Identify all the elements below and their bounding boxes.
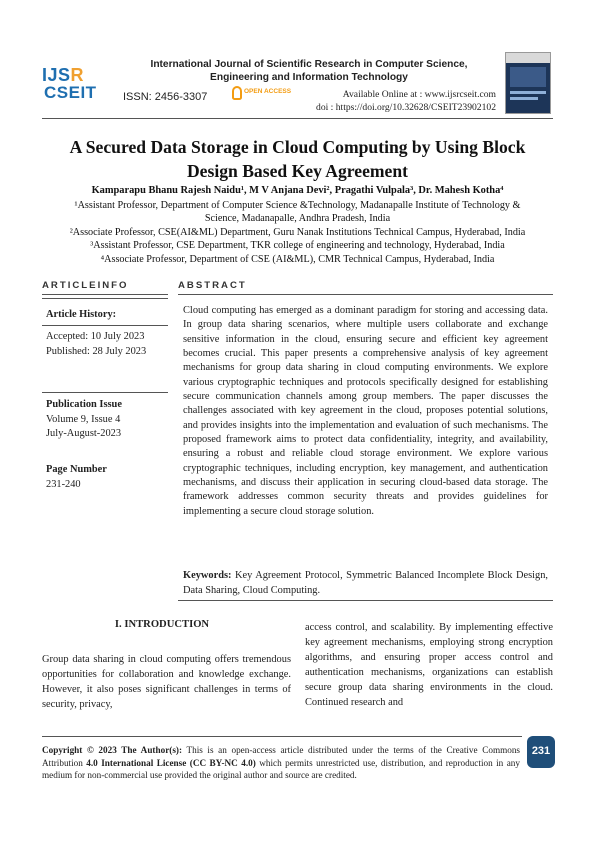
article-info-rule-2	[42, 298, 168, 299]
issue-rule	[42, 392, 168, 393]
logo-text-cseit: CSEIT	[44, 83, 97, 102]
article-info-heading: ARTICLEINFO	[42, 280, 129, 291]
volume: Volume 9, Issue 4	[46, 413, 121, 425]
abstract-text: Cloud computing has emerged as a dominant paradigm for storing and accessing data. In group data sharing scenarios, where multiple users collaborate and exchange sensitive information in the cloud, ensuring secure and efficient key agreement becomes crucial. This paper presents a comprehensive analysis of key agreement mechanisms for group data sharing in cloud computing environments. We explore various cryptographic techniques and protocols specifically designed for establishing secure communication channels among group members. The paper discusses the challenges associated with key agreement in the cloud, proposes potential solutions, and provides insights into the implementation and evaluation of such mechanisms. The proposed framework aims to protect data confidentiality, integrity, and availability, ensuring a robust and reliable cloud storage environment. We explore various cryptographic techniques, including encryption, key management, and authentication mechanisms, and discuss their application in securing cloud-based data storage. The framework addresses common security threats and provides guidelines for implementing a secure cloud storage solution.	[183, 305, 548, 517]
body-text-right: access control, and scalability. By implementing effective key agreement mechanisms, employing strong encryption algorithms, and ensuring proper access control and authentication mechanisms, organizations can establish secure group data sharing environments in the cloud. Continued research and	[305, 622, 553, 708]
title-line-2: Design Based Key Agreement	[186, 161, 409, 181]
journal-title: International Journal of Scientific Research in Computer Science, Engineering and Information Technology	[150, 59, 468, 83]
header-divider	[42, 118, 553, 119]
article-dates	[46, 330, 146, 359]
open-access-label: OPEN ACCESS	[244, 88, 292, 95]
article-info-rule	[42, 294, 168, 295]
available-online[interactable]: Available Online at : www.ijsrcseit.com	[342, 89, 496, 100]
logo-text-ijs: IJS	[42, 65, 71, 85]
published-date: Published: 28 July 2023	[46, 345, 147, 357]
copyright-notice	[42, 744, 520, 782]
page-number-label: Page Number	[46, 464, 107, 475]
affiliation-line: ¹Assistant Professor, Department of Computer Science &Technology, Madanapalle Institute of Technology &	[74, 200, 521, 211]
accepted-date: Accepted: 10 July 2023	[46, 331, 145, 342]
copyright-text-1: This is an open-access article distributed under the terms of the Creative Commons Attribution	[42, 745, 520, 768]
open-access-logo	[232, 84, 292, 108]
availability-block	[300, 88, 496, 114]
authors: Kamparapu Bhanu Rajesh Naidu¹, M V Anjana Devi², Pragathi Vulpala³, Dr. Mahesh Kotha⁴	[91, 185, 504, 196]
open-lock-icon	[232, 86, 242, 100]
section-heading-introduction: I. INTRODUCTION	[114, 619, 210, 630]
issn: ISSN: 2456-3307	[123, 91, 208, 103]
journal-logo	[42, 65, 120, 105]
publication-issue	[46, 398, 122, 442]
journal-cover-thumbnail	[505, 52, 551, 114]
gear-icon: R	[70, 65, 85, 85]
keywords-label: Keywords:	[183, 570, 232, 581]
abstract-heading: ABSTRACT	[178, 280, 247, 291]
affiliation-line: ²Associate Professor, CSE(AI&ML) Department, Guru Nanak Institutions Technical Campus, Hyderabad, India	[69, 226, 526, 238]
body-text-left: Group data sharing in cloud computing offers tremendous opportunities for collaboration and knowledge exchange. However, it also poses significant challenges in terms of security, privacy,	[42, 654, 291, 710]
paper-title	[45, 135, 550, 183]
article-history	[46, 308, 116, 323]
title-line-1: A Secured Data Storage in Cloud Computing by Using Block	[69, 137, 526, 157]
history-rule	[42, 325, 168, 326]
affiliation-line: ⁴Associate Professor, Department of CSE (AI&ML), CMR Technical Campus, Hyderabad, India	[100, 253, 495, 265]
page-number-block	[46, 463, 107, 492]
copyright-text-2: which permits unrestricted use, distribution, and reproduction in any medium for non-commercial use provided the original author and source are credited.	[42, 757, 520, 780]
issue-date: July-August-2023	[46, 428, 122, 439]
page-number: 231	[531, 745, 551, 757]
footer-divider	[42, 736, 522, 737]
history-label: Article History:	[46, 309, 117, 320]
page-range: 231-240	[46, 478, 81, 490]
abstract-rule	[178, 294, 553, 295]
license-link[interactable]: 4.0 International License (CC BY-NC 4.0)	[86, 757, 256, 768]
keywords-list: Key Agreement Protocol, Symmetric Balanced Incomplete Block Design, Data Sharing, Cloud Computing.	[183, 570, 548, 596]
abstract-bottom-rule	[178, 600, 553, 601]
affiliation-line: ³Assistant Professor, CSE Department, TKR college of engineering and technology, Hyderabad, India	[90, 240, 505, 252]
copyright-label: Copyright © 2023 The Author(s):	[42, 745, 183, 755]
affiliations	[45, 199, 550, 266]
affiliation-line: Science, Madanapalle, Andhra Pradesh, India	[204, 213, 391, 225]
issue-label: Publication Issue	[46, 399, 122, 410]
page-number-badge	[527, 736, 555, 768]
doi-link[interactable]: doi : https://doi.org/10.32628/CSEIT23902102	[316, 102, 496, 113]
keywords	[183, 569, 548, 598]
